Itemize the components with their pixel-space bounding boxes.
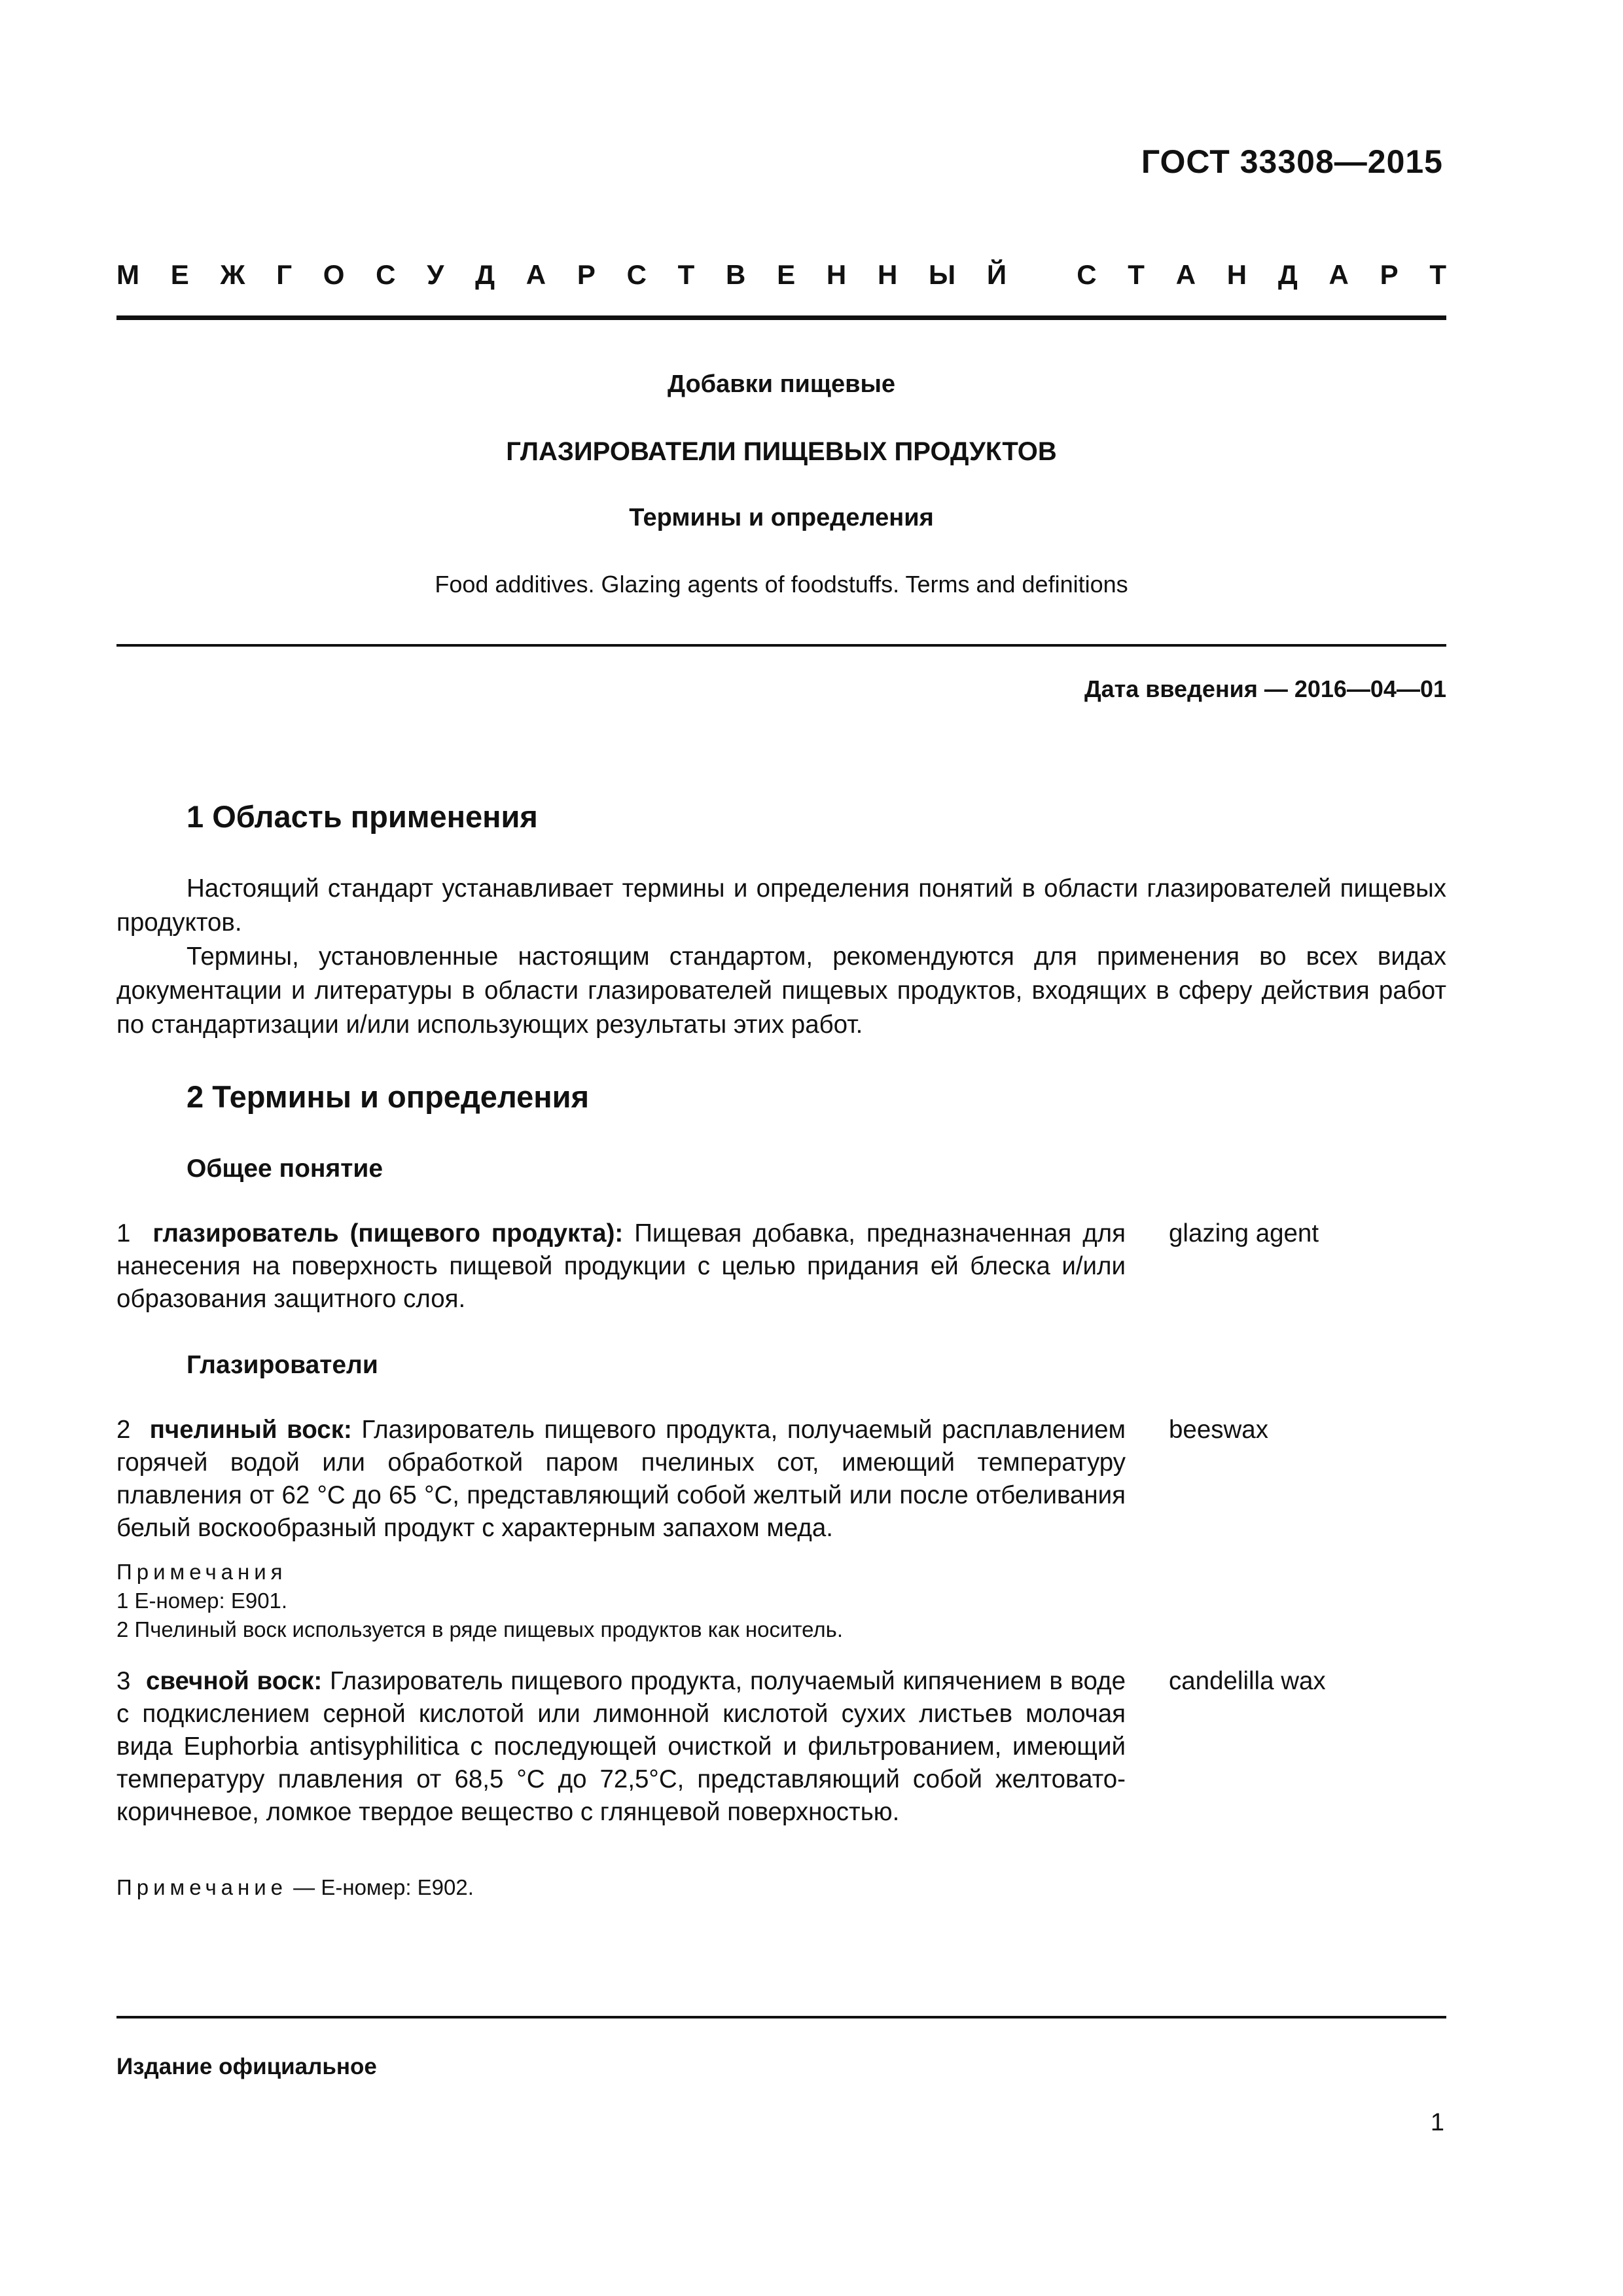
header-rule: [116, 315, 1446, 320]
footer-rule: [116, 2016, 1446, 2018]
banner-letter: [1038, 259, 1046, 291]
section-1-paragraph-2: Термины, установленные настоящим стандартом, рекомендуются для применения во всех видах документации и литературы в области глазирователей пищевых продуктов, входящих в сферу действия работ по стандартизации и/или использующих результаты этих работ.: [116, 942, 1446, 1039]
section-1-paragraph-1: Настоящий стандарт устанавливает термины и определения понятий в области глазирователей пищевых продуктов.: [116, 874, 1446, 937]
banner-letter: Т: [677, 259, 695, 290]
standard-banner: [116, 259, 1446, 291]
banner-letter: У: [427, 259, 444, 290]
term-entry-3: 3 свечной воск: Глазирователь пищевого продукта, получаемый кипячением в воде с подкислением серной кислотой или лимонной кислотой сухих листьев молочая вида Euphorbia antisyphilitica с последующей очисткой и фильтрованием, имеющий температуру плавления от 68,5 °С до 72,5°С, представляющий собой желтовато-коричневое, ломкое твердое вещество с глянцевой поверхностью.: [116, 1667, 1126, 1826]
banner-letter: Й: [986, 259, 1007, 290]
banner-letter: Т: [1429, 259, 1446, 290]
term-english-1: glazing agent: [1169, 1219, 1319, 1247]
title-terms: Термины и определения: [629, 504, 934, 531]
banner-letter: Г: [276, 259, 292, 290]
document-number: ГОСТ 33308—2015: [1141, 143, 1443, 180]
note-item: 2 Пчелиный воск используется в ряде пищевых продуктов как носитель.: [116, 1617, 843, 1641]
banner-letter: Д: [475, 259, 495, 290]
group-heading-general: Общее понятие: [187, 1155, 383, 1183]
banner-letter: Д: [1277, 259, 1298, 290]
banner-letter: А: [1329, 259, 1349, 290]
notes-label: Примечания: [116, 1560, 287, 1584]
term-english-2: beeswax: [1169, 1416, 1268, 1444]
title-subtitle: Добавки пищевые: [667, 370, 896, 398]
banner-letter: С: [626, 259, 647, 290]
banner-letter: С: [376, 259, 396, 290]
title-english: Food additives. Glazing agents of foodstuffs. Terms and definitions: [435, 571, 1128, 598]
section-2-heading: 2 Термины и определения: [187, 1079, 589, 1114]
banner-letter: Ы: [929, 259, 956, 290]
banner-letter: Р: [577, 259, 596, 290]
banner-letter: Е: [777, 259, 796, 290]
banner-letter: Н: [826, 259, 847, 290]
banner-letter: Е: [170, 259, 189, 290]
note-term-3: [116, 1873, 1126, 1902]
note-label: Примечание: [116, 1875, 288, 1899]
banner-letter: О: [323, 259, 345, 290]
notes-term-2: [116, 1558, 1126, 1644]
section-1-heading: 1 Область применения: [187, 799, 538, 834]
banner-letter: Р: [1380, 259, 1399, 290]
banner-letter: С: [1077, 259, 1097, 290]
banner-letter: Т: [1128, 259, 1145, 290]
official-edition-label: Издание официальное: [116, 2054, 377, 2079]
term-entry-2: 2 пчелиный воск: Глазирователь пищевого продукта, получаемый расплавлением горячей водой или обработкой паром пчелиных сот, имеющий температуру плавления от 62 °С до 65 °С, представляющий собой желтый или после отбеливания белый воскообразный продукт с характерным запахом меда.: [116, 1416, 1126, 1542]
banner-letter: Ж: [220, 259, 245, 290]
banner-letter: М: [116, 259, 139, 290]
note-text: — Е-номер: Е902.: [287, 1875, 474, 1899]
banner-letter: Н: [1226, 259, 1247, 290]
banner-letter: Н: [877, 259, 898, 290]
page-number: 1: [1430, 2109, 1444, 2136]
term-english-3: candelilla wax: [1169, 1667, 1326, 1695]
banner-letter: А: [526, 259, 546, 290]
title-rule: [116, 644, 1446, 647]
title-main: ГЛАЗИРОВАТЕЛИ ПИЩЕВЫХ ПРОДУКТОВ: [506, 437, 1057, 466]
note-item: 1 Е-номер: Е901.: [116, 1588, 288, 1613]
banner-letter: В: [726, 259, 746, 290]
group-heading-glazing-agents: Глазирователи: [187, 1351, 378, 1379]
introduction-date: Дата введения — 2016—04—01: [1084, 675, 1446, 702]
banner-letter: А: [1175, 259, 1196, 290]
term-entry-1: 1 глазирователь (пищевого продукта): Пищевая добавка, предназначенная для нанесения на поверхность пищевой продукции с целью придания ей блеска и/или образования защитного слоя.: [116, 1219, 1126, 1313]
